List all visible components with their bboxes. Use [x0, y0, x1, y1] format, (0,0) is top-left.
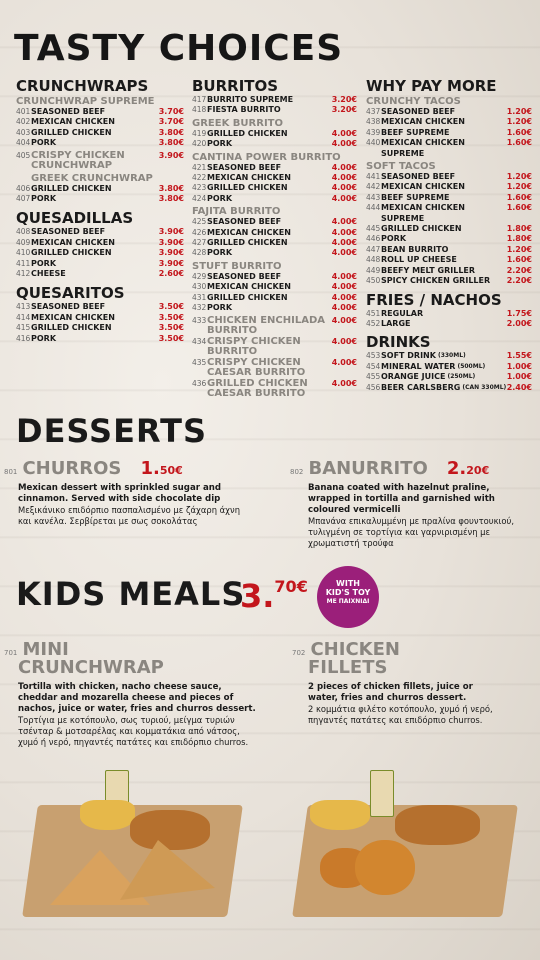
quesarito-list	[16, 302, 184, 344]
item-name: MEXICAN CHICKEN SUPREME	[381, 203, 465, 223]
greek-crunchwrap-list	[16, 184, 184, 205]
menu-item	[192, 173, 357, 183]
item-name: MEXICAN CHICKEN	[381, 117, 465, 127]
item-price: 1.60€	[506, 192, 532, 202]
item-number: 425	[192, 217, 207, 227]
item-number: 439	[366, 127, 381, 137]
item-price: 3.20€	[331, 105, 357, 115]
item-name: MEXICAN CHICKEN	[381, 182, 465, 192]
item-name: BEEF SUPREME	[381, 127, 450, 137]
item-name: BEEF SUPREME	[381, 192, 450, 202]
item-number: 412	[16, 269, 31, 279]
menu-item	[366, 319, 532, 329]
subsection-cantina: CANTINA POWER BURRITO	[192, 151, 341, 163]
item-number: 422	[192, 173, 207, 183]
item-name: SEASONED BEEF	[31, 302, 106, 312]
subsection-stuft: STUFT BURRITO	[192, 260, 282, 272]
item-price: 3.50€	[158, 302, 184, 312]
description-gr: 2 κομμάτια φιλέτο κοτόπουλο, χυμό ή νερό, πηγαντές πατάτες και επιδόρπιο churros.	[308, 704, 493, 725]
item-number: 437	[366, 107, 381, 116]
item-number: 448	[366, 255, 381, 265]
item-price: 4.00€	[331, 271, 357, 281]
subsection-soft-tacos: SOFT TACOS	[366, 161, 436, 173]
item-price: 1.20€	[506, 182, 532, 192]
item-price: 4.00€	[331, 193, 357, 203]
menu-item	[16, 323, 184, 333]
section-crunchwraps: CRUNCHWRAPS	[16, 77, 149, 95]
menu-item	[16, 248, 184, 258]
item-name: GRILLED CHICKEN	[381, 224, 462, 234]
menu-item	[366, 128, 532, 138]
menu-item	[192, 248, 357, 258]
item-name: CRISPY CHICKEN CRUNCHWRAP	[31, 149, 125, 172]
item-number: 413	[16, 302, 31, 312]
item-name: BANURRITO	[308, 458, 428, 479]
item-price: 3.90€	[158, 227, 184, 237]
item-price: 1.55€	[506, 351, 532, 361]
subsection-greek-burrito: GREEK BURRITO	[192, 117, 283, 129]
item-price: 1.80€	[506, 234, 532, 244]
item-number: 451	[366, 308, 381, 318]
menu-item	[192, 129, 357, 139]
menu-item	[366, 138, 532, 159]
item-price: 1.20€	[506, 107, 532, 116]
item-price: 4.00€	[331, 357, 357, 367]
item-number: 442	[366, 182, 381, 192]
description-gr: Τορτίγια με κοτόπουλο, σως τυριού, μείγμα τυριών τσένταρ & μοτσαρέλας και κομματάκια από νάτσος, χυμό ή νερό, πηγαντές πατάτες και επιδόρπιο churros.	[18, 715, 249, 747]
item-name: GRILLED CHICKEN	[207, 292, 288, 302]
item-price: 1.80€	[506, 224, 532, 234]
menu-item	[192, 228, 357, 238]
fajita-list	[192, 217, 357, 259]
churros-icon	[130, 810, 210, 850]
menu-item	[16, 302, 184, 312]
menu-item	[192, 194, 357, 204]
description-gr: Μπανάνα επικαλυμμένη με πραλίνα φουντουκιού, τυλιγμένη σε τορτίγια και γαρνιρισμένη με χρωματιστή τρούφα	[308, 516, 514, 548]
item-price: 2.20€	[506, 276, 532, 286]
item-number: 432	[192, 303, 207, 313]
item-number: 702	[292, 649, 306, 657]
item-price: 3.90€	[158, 237, 184, 247]
item-name: GRILLED CHICKEN	[31, 127, 112, 137]
menu-item	[192, 282, 357, 292]
item-number: 450	[366, 276, 381, 286]
item-price: 4.00€	[331, 303, 357, 313]
subsection-fajita: FAJITA BURRITO	[192, 206, 281, 218]
menu-item	[366, 203, 532, 224]
item-number: 435	[192, 357, 207, 367]
item-price: 3.80€	[158, 183, 184, 193]
item-name: MEXICAN CHICKEN	[207, 173, 291, 183]
item-name: PORK	[207, 248, 233, 258]
item-number: 426	[192, 227, 207, 237]
menu-item	[16, 107, 184, 117]
description-en: 2 pieces of chicken fillets, juice or water, fries and churros dessert.	[308, 682, 473, 703]
menu-item	[192, 293, 357, 303]
item-name: SEASONED BEEF	[207, 271, 282, 281]
chicken-fillets-meal-image	[300, 770, 515, 920]
item-number: 455	[366, 372, 381, 382]
item-name: CHEESE	[31, 269, 66, 279]
item-price: 4.00€	[331, 292, 357, 302]
item-name: PORK	[381, 234, 407, 244]
menu-item	[16, 128, 184, 138]
desserts-title: DESSERTS	[16, 412, 208, 450]
item-price: 3.90€	[158, 258, 184, 268]
item-number: 433	[192, 315, 207, 325]
quesadilla-list	[16, 227, 184, 279]
description-en: Banana coated with hazelnut praline, wrapped in tortilla and garnished with coloured vermicelli	[308, 483, 495, 515]
item-name: SEASONED BEEF	[31, 227, 106, 237]
item-name: GRILLED CHICKEN	[31, 183, 112, 193]
greek-burrito-list	[192, 129, 357, 150]
mini-crunchwrap-meal-image	[30, 770, 240, 920]
item-price: 3.90€	[158, 248, 184, 258]
item-price: 1.60€	[506, 127, 532, 137]
menu-item	[192, 95, 357, 105]
menu-item	[366, 182, 532, 192]
item-number: 701	[4, 649, 18, 657]
menu-item	[366, 309, 532, 319]
item-name: GRILLED CHICKEN	[207, 238, 288, 248]
item-number: 420	[192, 139, 207, 149]
kids-meals-price: 3.$^{70€}$	[240, 577, 308, 615]
item-number: 416	[16, 333, 31, 343]
item-name: CHICKEN ENCHILADA BURRITO	[207, 314, 325, 336]
item-number: 428	[192, 248, 207, 258]
cantina-list	[192, 163, 357, 205]
item-number: 402	[16, 117, 31, 127]
item-price: 3.50€	[158, 312, 184, 322]
chicken-fillet-icon	[355, 840, 415, 895]
item-price: 4.00€	[331, 248, 357, 258]
drinks-list	[366, 351, 532, 393]
item-name: MEXICAN CHICKEN	[31, 117, 115, 127]
item-name: MEXICAN CHICKEN	[207, 227, 291, 237]
item-name: MINI	[22, 639, 69, 660]
menu-item	[192, 217, 357, 227]
burrito-list	[192, 95, 357, 116]
menu-item	[192, 105, 357, 115]
menu-item	[366, 172, 532, 182]
item-number: 440	[366, 138, 381, 148]
description-en: Tortilla with chicken, nacho cheese sauce, cheddar and mozarella cheese and pieces of nachos, juice or water, fries and churros dessert.	[18, 682, 256, 714]
item-number: 424	[192, 193, 207, 203]
menu-item	[366, 255, 532, 265]
item-price: 4.00€	[331, 217, 357, 227]
fries-icon	[310, 800, 370, 830]
item-number: 431	[192, 292, 207, 302]
menu-item	[366, 383, 532, 393]
item-number: 801	[4, 468, 18, 476]
dessert-banurrito	[290, 458, 535, 549]
fries-list	[366, 309, 532, 330]
item-price: 4.00€	[331, 336, 357, 346]
item-name: SEASONED BEEF	[31, 107, 106, 116]
item-name: GRILLED CHICKEN	[31, 323, 112, 333]
item-name: CRISPY CHICKEN CAESAR BURRITO	[207, 356, 306, 378]
item-name: CHICKEN	[310, 639, 400, 660]
item-name: GRILLED CHICKEN	[207, 183, 288, 193]
item-number: 429	[192, 271, 207, 281]
item-number: 452	[366, 318, 381, 328]
item-price: 2.20€	[506, 265, 532, 275]
item-name: CRISPY CHICKEN BURRITO	[207, 335, 301, 357]
item-size: (330ML)	[437, 352, 466, 360]
item-number: 404	[16, 138, 31, 148]
menu-item	[16, 194, 184, 204]
menu-item	[366, 117, 532, 127]
item-price: 2.00€	[506, 318, 532, 328]
item-name: BURRITO SUPREME	[207, 95, 294, 104]
item-price: 4.00€	[331, 183, 357, 193]
item-price: 4.00€	[331, 238, 357, 248]
item-price: 3.80€	[158, 194, 184, 204]
description-gr: Μεξικάνικο επιδόρπιο πασπαλισμένο με ζάχαρη άχνη και κανέλα. Σερβίρεται με σως σοκολάτας	[18, 505, 241, 526]
item-name: BEAN BURRITO	[381, 244, 449, 254]
item-price: 4.00€	[331, 378, 357, 388]
item-name: FIESTA BURRITO	[207, 105, 281, 115]
item-price: 2.40€	[506, 382, 532, 392]
item-number: 418	[192, 105, 207, 115]
item-price: 1.20€	[506, 117, 532, 127]
item-number: 438	[366, 117, 381, 127]
item-number: 456	[366, 382, 381, 392]
menu-item	[366, 276, 532, 286]
item-name: ORANGE JUICE	[381, 372, 446, 382]
item-name: PORK	[31, 258, 57, 268]
section-quesaritos: QUESARITOS	[16, 284, 125, 303]
item-price: 1.00€	[506, 361, 532, 371]
item-price: 1.00€	[506, 372, 532, 382]
churros-icon	[395, 805, 480, 845]
item-number: 409	[16, 237, 31, 247]
item-number: 407	[16, 194, 31, 204]
item-number: 444	[366, 203, 381, 213]
item-price: 3.70€	[158, 117, 184, 127]
item-name: SEASONED BEEF	[381, 172, 456, 182]
item-name: PORK	[31, 138, 57, 148]
item-price: 3.50€	[158, 333, 184, 343]
menu-column-3	[366, 78, 532, 393]
item-name: PORK	[207, 193, 233, 203]
item-number: 427	[192, 238, 207, 248]
item-name: MEXICAN CHICKEN	[31, 237, 115, 247]
item-number: 415	[16, 323, 31, 333]
item-number: 802	[290, 468, 304, 476]
item-name: BEEFY MELT GRILLER	[381, 265, 476, 275]
dessert-churros	[4, 458, 274, 527]
item-price: 1.75€	[506, 308, 532, 318]
item-number: 423	[192, 183, 207, 193]
menu-item	[16, 238, 184, 248]
menu-item	[366, 245, 532, 255]
menu-item	[366, 234, 532, 244]
item-number: 434	[192, 336, 207, 346]
item-price: 3.80€	[158, 127, 184, 137]
section-burritos: BURRITOS	[192, 77, 279, 95]
menu-item	[192, 272, 357, 282]
menu-item	[16, 334, 184, 344]
menu-item	[16, 151, 184, 172]
item-number: 419	[192, 128, 207, 138]
kids-mini-crunchwrap: 701 MINI CRUNCHWRAP Tortilla with chicken, nacho cheese sauce, cheddar and mozarella cheese and pieces of nachos, juice or water, fries and churros dessert. Τορτίγια με κοτόπουλο, σως τυριού, μείγμα τυριών τσένταρ & μοτσαρέλας και κομματάκια από νάτσος, χυμό ή νερό, πηγαντές πατάτες και επιδόρπιο churros.	[4, 640, 269, 748]
item-size: (250ML)	[447, 373, 476, 381]
item-name: SPICY CHICKEN GRILLER	[381, 276, 491, 286]
section-quesadillas: QUESADILLAS	[16, 209, 134, 228]
menu-item	[192, 139, 357, 149]
section-fries-nachos: FRIES / NACHOS	[366, 290, 502, 309]
special-burrito-list	[192, 316, 357, 400]
fries-icon	[80, 800, 135, 830]
item-name: GRILLED CHICKEN CAESAR BURRITO	[207, 377, 308, 399]
item-price: 1.20€	[506, 244, 532, 254]
item-number: 401	[16, 107, 31, 116]
item-number: 430	[192, 282, 207, 292]
item-number: 406	[16, 183, 31, 193]
item-name: MINERAL WATER	[381, 361, 456, 371]
item-price: 1.20€	[506, 172, 532, 182]
item-number: 447	[366, 244, 381, 254]
item-number: 449	[366, 265, 381, 275]
kids-toy-badge: WITH KID'S TOY ΜΕ ΠΑΙΧΝΙΔΙ	[317, 566, 379, 628]
item-name: BEER CARLSBERG	[381, 382, 461, 392]
item-name: CHURROS	[22, 458, 122, 479]
item-number: 446	[366, 234, 381, 244]
description-en: Mexican dessert with sprinkled sugar and cinnamon. Served with side chocolate dip	[18, 483, 222, 504]
item-name: LARGE	[381, 318, 411, 328]
item-price: 3.20€	[331, 95, 357, 104]
item-size: (CAN 330ML)	[462, 383, 507, 391]
menu-item	[16, 138, 184, 148]
menu-column-2	[192, 78, 357, 400]
item-size: (500ML)	[457, 362, 486, 370]
item-number: 445	[366, 224, 381, 234]
item-price: 3.50€	[158, 323, 184, 333]
item-number: 411	[16, 258, 31, 268]
soft-taco-list	[366, 172, 532, 286]
item-price: 3.90€	[158, 150, 184, 160]
menu-item	[192, 379, 357, 400]
menu-item	[16, 184, 184, 194]
menu-item	[366, 266, 532, 276]
kids-meals-title: KIDS MEALS	[16, 575, 246, 613]
menu-item	[366, 224, 532, 234]
crunchwrap-list	[16, 107, 184, 149]
item-number: 443	[366, 192, 381, 202]
juice-box-icon	[370, 770, 394, 817]
section-why-pay-more: WHY PAY MORE	[366, 77, 497, 95]
menu-item	[366, 362, 532, 372]
item-name: PORK	[31, 333, 57, 343]
item-price: 4.00€	[331, 315, 357, 325]
page-title: TASTY CHOICES	[14, 28, 344, 69]
item-name: SEASONED BEEF	[207, 217, 282, 227]
kids-chicken-fillets: 702 CHICKEN FILLETS 2 pieces of chicken fillets, juice or water, fries and churros dessert. 2 κομμάτια φιλέτο κοτόπουλο, χυμό ή νερό, πηγαντές πατάτες και επιδόρπιο churros.	[292, 640, 532, 726]
item-price: 3.80€	[158, 138, 184, 148]
subsection-crunchy-tacos: CRUNCHY TACOS	[366, 96, 461, 107]
item-number: 421	[192, 162, 207, 172]
menu-item	[192, 303, 357, 313]
item-name: MEXICAN CHICKEN	[207, 282, 291, 292]
menu-item	[16, 313, 184, 323]
item-price: 1.60€	[506, 203, 532, 213]
item-name: SEASONED BEEF	[381, 107, 456, 116]
item-price: 4.00€	[331, 173, 357, 183]
item-price: 4.00€	[331, 227, 357, 237]
item-price: 1.50€	[140, 458, 183, 479]
menu-item	[192, 358, 357, 379]
item-price: 1.60€	[506, 138, 532, 148]
menu-column-1	[16, 78, 184, 344]
item-price: 1.60€	[506, 255, 532, 265]
item-name: ROLL UP CHEESE	[381, 255, 457, 265]
menu-item	[366, 351, 532, 361]
item-number: 408	[16, 227, 31, 237]
item-number: 454	[366, 361, 381, 371]
menu-item	[192, 316, 357, 337]
item-number: 403	[16, 127, 31, 137]
menu-item	[366, 372, 532, 382]
item-price: 4.00€	[331, 162, 357, 172]
item-name: GRILLED CHICKEN	[207, 128, 288, 138]
menu-item	[192, 337, 357, 358]
item-name: SOFT DRINK	[381, 351, 436, 361]
item-number: 410	[16, 248, 31, 258]
menu-item	[16, 117, 184, 127]
menu-item	[16, 227, 184, 237]
item-number: 453	[366, 351, 381, 361]
item-name: GRILLED CHICKEN	[31, 248, 112, 258]
stuft-list	[192, 272, 357, 314]
section-drinks: DRINKS	[366, 333, 431, 352]
menu-item	[192, 163, 357, 173]
item-name: MEXICAN CHICKEN	[31, 312, 115, 322]
item-name: MEXICAN CHICKEN SUPREME	[381, 138, 465, 158]
item-name: SEASONED BEEF	[207, 162, 282, 172]
subsection-crunchwrap-supreme: CRUNCHWRAP SUPREME	[16, 96, 155, 107]
item-price: 2.20€	[446, 458, 490, 479]
item-name: PORK	[207, 303, 233, 313]
item-number: 414	[16, 312, 31, 322]
item-name: REGULAR	[381, 308, 424, 318]
menu-item	[366, 193, 532, 203]
menu-item	[192, 183, 357, 193]
item-price: 4.00€	[331, 282, 357, 292]
menu-item	[16, 269, 184, 279]
item-number: 441	[366, 172, 381, 182]
crunchy-taco-list	[366, 107, 532, 159]
item-name: PORK	[31, 194, 57, 204]
item-number: 436	[192, 378, 207, 388]
item-price: 2.60€	[158, 269, 184, 279]
menu-item	[16, 259, 184, 269]
menu-item	[366, 107, 532, 117]
menu-item	[192, 238, 357, 248]
item-price: 4.00€	[331, 128, 357, 138]
item-price: 3.70€	[158, 107, 184, 116]
item-price: 4.00€	[331, 139, 357, 149]
subsection-greek-crunchwrap: GREEK CRUNCHWRAP	[31, 172, 153, 184]
item-number: 405	[16, 150, 31, 160]
item-name: PORK	[207, 139, 233, 149]
item-number: 417	[192, 95, 207, 104]
